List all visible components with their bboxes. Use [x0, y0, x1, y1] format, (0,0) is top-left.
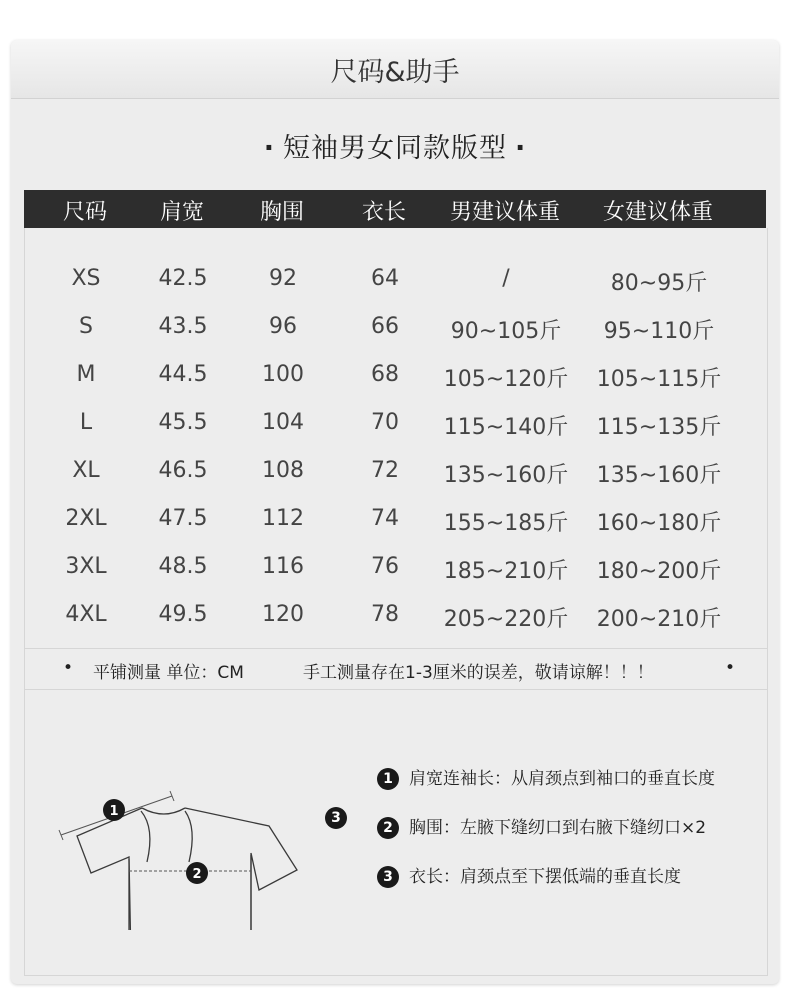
cell-chest: 120: [262, 602, 304, 627]
table-row: [25, 302, 767, 350]
table-row: [25, 542, 767, 590]
cell-size: M: [76, 362, 96, 387]
col-length: 衣长: [361, 200, 407, 225]
cell-chest: 104: [262, 410, 304, 435]
cell-size: 3XL: [65, 554, 107, 579]
col-size: 尺码: [62, 200, 108, 225]
cell-shoulder: 47.5: [158, 506, 208, 531]
subtitle-dot-right: ·: [515, 133, 527, 164]
cell-chest: 92: [269, 266, 297, 291]
table-row: [25, 494, 767, 542]
cell-male-weight: 90~105斤: [450, 319, 562, 344]
col-male-weight: 男建议体重: [449, 200, 561, 225]
cell-chest: 108: [262, 458, 304, 483]
cell-shoulder: 49.5: [158, 602, 208, 627]
cell-length: 68: [371, 362, 399, 387]
note-bullet-left: •: [63, 658, 74, 678]
col-shoulder: 肩宽: [159, 200, 205, 225]
table-row: [25, 590, 767, 638]
measurement-diagram: [24, 688, 768, 976]
legend-num-2: 2: [377, 817, 399, 839]
card-header: [11, 40, 779, 99]
col-chest: 胸围: [259, 200, 305, 225]
cell-shoulder: 48.5: [158, 554, 208, 579]
cell-chest: 96: [269, 314, 297, 339]
note-unit: 平铺测量 单位：CM: [93, 663, 244, 683]
subtitle: [11, 126, 779, 165]
cell-length: 78: [371, 602, 399, 627]
cell-shoulder: 44.5: [158, 362, 208, 387]
cell-length: 76: [371, 554, 399, 579]
cell-female-weight: 180~200斤: [596, 559, 722, 584]
cell-female-weight: 80~95斤: [610, 271, 708, 296]
cell-size: 2XL: [65, 506, 107, 531]
cell-male-weight: 135~160斤: [443, 463, 569, 488]
cell-size: L: [79, 410, 93, 435]
cell-size: S: [79, 314, 93, 339]
measurement-note: [24, 648, 768, 690]
cell-size: 4XL: [65, 602, 107, 627]
marker-3: 3: [325, 807, 347, 829]
cell-female-weight: 135~160斤: [596, 463, 722, 488]
col-female-weight: 女建议体重: [602, 200, 714, 225]
subtitle-text: 短袖男女同款版型: [283, 133, 507, 164]
note-bullet-right: •: [725, 658, 736, 678]
cell-female-weight: 115~135斤: [596, 415, 722, 440]
cell-female-weight: 160~180斤: [596, 511, 722, 536]
legend-num-1: 1: [377, 768, 399, 790]
marker-1: 1: [109, 804, 119, 819]
size-table-body: [24, 228, 768, 648]
size-table-header: [24, 190, 766, 228]
cell-length: 70: [371, 410, 399, 435]
table-row: [25, 254, 767, 302]
cell-shoulder: 43.5: [158, 314, 208, 339]
subtitle-dot-left: ·: [263, 133, 275, 164]
legend-text-3: 衣长：肩颈点至下摆低端的垂直长度: [409, 867, 681, 887]
cell-size: XL: [72, 458, 100, 483]
legend-num-3: 3: [377, 866, 399, 888]
table-row: [25, 398, 767, 446]
cell-length: 64: [371, 266, 399, 291]
cell-male-weight: 105~120斤: [443, 367, 569, 392]
cell-male-weight: 185~210斤: [443, 559, 569, 584]
cell-chest: 100: [262, 362, 304, 387]
cell-male-weight: 115~140斤: [443, 415, 569, 440]
cell-female-weight: 95~110斤: [603, 319, 715, 344]
cell-size: XS: [71, 266, 101, 291]
header-title: 尺码&助手: [330, 56, 460, 88]
cell-male-weight: 205~220斤: [443, 607, 569, 632]
marker-2: 2: [192, 867, 202, 882]
note-tolerance: 手工测量存在1-3厘米的误差，敬请谅解！！！: [303, 663, 654, 683]
tshirt-diagram: [39, 740, 339, 930]
cell-chest: 116: [262, 554, 304, 579]
cell-chest: 112: [262, 506, 304, 531]
cell-male-weight: /: [502, 266, 510, 291]
cell-length: 66: [371, 314, 399, 339]
cell-length: 74: [371, 506, 399, 531]
legend-text-2: 胸围：左腋下缝纫口到右腋下缝纫口×2: [409, 818, 707, 838]
legend-text-1: 肩宽连袖长：从肩颈点到袖口的垂直长度: [409, 769, 715, 789]
cell-shoulder: 45.5: [158, 410, 208, 435]
table-row: [25, 350, 767, 398]
cell-male-weight: 155~185斤: [443, 511, 569, 536]
cell-female-weight: 105~115斤: [596, 367, 722, 392]
cell-female-weight: 200~210斤: [596, 607, 722, 632]
size-guide-card: [11, 40, 779, 984]
table-row: [25, 446, 767, 494]
cell-length: 72: [371, 458, 399, 483]
cell-shoulder: 42.5: [158, 266, 208, 291]
cell-shoulder: 46.5: [158, 458, 208, 483]
